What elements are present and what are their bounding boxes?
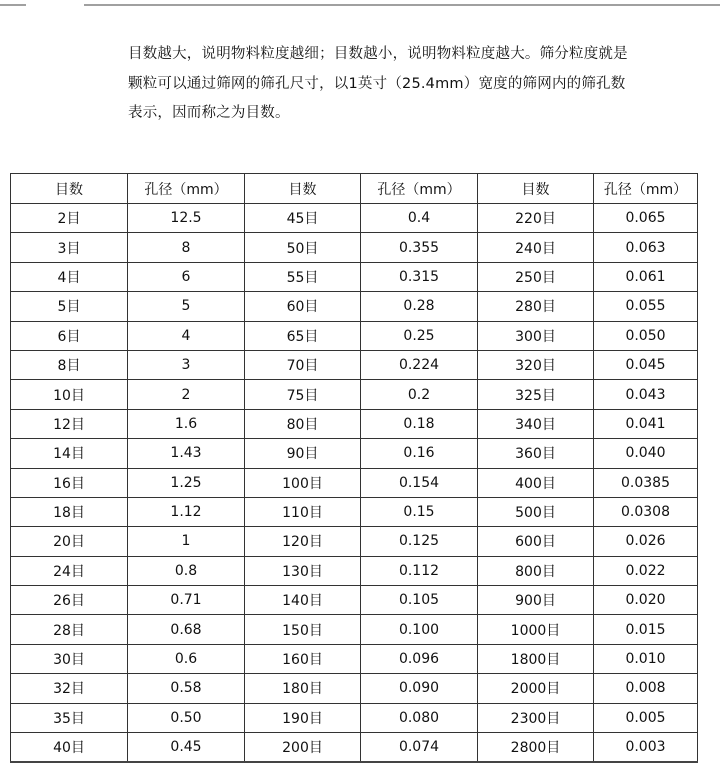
mesh-cell: 10目 [11, 380, 128, 409]
table-row [11, 262, 698, 291]
aperture-cell: 0.315 [361, 262, 478, 291]
mesh-cell: 30目 [11, 644, 128, 673]
mesh-cell: 325目 [478, 380, 594, 409]
aperture-cell: 0.154 [361, 468, 478, 497]
mesh-cell: 100目 [245, 468, 361, 497]
table-row [11, 556, 698, 585]
mesh-cell: 18目 [11, 497, 128, 526]
mesh-cell: 1000目 [478, 615, 594, 644]
mesh-cell: 600目 [478, 527, 594, 556]
table-row [11, 409, 698, 438]
aperture-cell: 0.005 [594, 703, 698, 732]
mesh-cell: 190目 [245, 703, 361, 732]
mesh-cell: 75目 [245, 380, 361, 409]
mesh-cell: 32目 [11, 674, 128, 703]
table-row [11, 615, 698, 644]
mesh-cell: 280目 [478, 292, 594, 321]
top-divider-left [0, 4, 26, 6]
aperture-cell: 0.25 [361, 321, 478, 350]
table-row [11, 527, 698, 556]
aperture-cell: 0.2 [361, 380, 478, 409]
aperture-cell: 6 [128, 262, 245, 291]
aperture-cell: 0.0385 [594, 468, 698, 497]
aperture-cell: 4 [128, 321, 245, 350]
intro-line: 表示，因而称之为目数。 [128, 105, 290, 121]
mesh-size-table [10, 173, 698, 763]
header-mesh: 目数 [245, 174, 361, 204]
aperture-cell: 1.12 [128, 497, 245, 526]
mesh-cell: 340目 [478, 409, 594, 438]
aperture-cell: 2 [128, 380, 245, 409]
mesh-cell: 2800目 [478, 733, 594, 763]
table-row [11, 292, 698, 321]
table-row [11, 380, 698, 409]
aperture-cell: 0.50 [128, 703, 245, 732]
aperture-cell: 0.074 [361, 733, 478, 763]
mesh-cell: 200目 [245, 733, 361, 763]
aperture-cell: 0.15 [361, 497, 478, 526]
mesh-cell: 1800目 [478, 644, 594, 673]
mesh-cell: 320目 [478, 350, 594, 379]
mesh-cell: 500目 [478, 497, 594, 526]
aperture-cell: 0.16 [361, 439, 478, 468]
intro-line: 颗粒可以通过筛网的筛孔尺寸，以1英寸（25.4mm）宽度的筛网内的筛孔数 [128, 75, 626, 92]
mesh-cell: 180目 [245, 674, 361, 703]
aperture-cell: 1.25 [128, 468, 245, 497]
table-header-row [11, 174, 698, 204]
aperture-cell: 0.022 [594, 556, 698, 585]
mesh-cell: 4目 [11, 262, 128, 291]
mesh-cell: 5目 [11, 292, 128, 321]
aperture-cell: 0.061 [594, 262, 698, 291]
mesh-cell: 220目 [478, 204, 594, 233]
mesh-cell: 60目 [245, 292, 361, 321]
mesh-cell: 140目 [245, 586, 361, 615]
table-row [11, 204, 698, 233]
aperture-cell: 1 [128, 527, 245, 556]
mesh-cell: 3目 [11, 233, 128, 262]
mesh-cell: 35目 [11, 703, 128, 732]
top-divider-right [84, 4, 720, 6]
aperture-cell: 0.58 [128, 674, 245, 703]
mesh-cell: 150目 [245, 615, 361, 644]
table-row [11, 703, 698, 732]
aperture-cell: 0.050 [594, 321, 698, 350]
mesh-cell: 14目 [11, 439, 128, 468]
mesh-cell: 400目 [478, 468, 594, 497]
aperture-cell: 0.015 [594, 615, 698, 644]
mesh-cell: 90目 [245, 439, 361, 468]
mesh-cell: 240目 [478, 233, 594, 262]
aperture-cell: 0.065 [594, 204, 698, 233]
aperture-cell: 0.224 [361, 350, 478, 379]
mesh-cell: 24目 [11, 556, 128, 585]
aperture-cell: 0.0308 [594, 497, 698, 526]
mesh-cell: 55目 [245, 262, 361, 291]
aperture-cell: 0.105 [361, 586, 478, 615]
mesh-cell: 110目 [245, 497, 361, 526]
mesh-cell: 300目 [478, 321, 594, 350]
aperture-cell: 0.4 [361, 204, 478, 233]
mesh-cell: 40目 [11, 733, 128, 763]
mesh-cell: 250目 [478, 262, 594, 291]
aperture-cell: 0.125 [361, 527, 478, 556]
aperture-cell: 0.45 [128, 733, 245, 763]
table-row [11, 321, 698, 350]
aperture-cell: 0.090 [361, 674, 478, 703]
aperture-cell: 8 [128, 233, 245, 262]
mesh-cell: 65目 [245, 321, 361, 350]
mesh-cell: 20目 [11, 527, 128, 556]
aperture-cell: 0.6 [128, 644, 245, 673]
aperture-cell: 0.041 [594, 409, 698, 438]
aperture-cell: 0.8 [128, 556, 245, 585]
aperture-cell: 12.5 [128, 204, 245, 233]
table-row [11, 350, 698, 379]
mesh-cell: 900目 [478, 586, 594, 615]
table-row [11, 674, 698, 703]
aperture-cell: 5 [128, 292, 245, 321]
aperture-cell: 0.18 [361, 409, 478, 438]
header-aperture: 孔径（mm） [594, 174, 698, 204]
aperture-cell: 0.100 [361, 615, 478, 644]
table-row [11, 497, 698, 526]
mesh-cell: 26目 [11, 586, 128, 615]
aperture-cell: 0.096 [361, 644, 478, 673]
aperture-cell: 0.043 [594, 380, 698, 409]
mesh-cell: 70目 [245, 350, 361, 379]
table-row [11, 733, 698, 763]
aperture-cell: 0.010 [594, 644, 698, 673]
mesh-cell: 6目 [11, 321, 128, 350]
aperture-cell: 3 [128, 350, 245, 379]
header-mesh: 目数 [478, 174, 594, 204]
mesh-cell: 130目 [245, 556, 361, 585]
aperture-cell: 0.112 [361, 556, 478, 585]
aperture-cell: 0.020 [594, 586, 698, 615]
table-row [11, 233, 698, 262]
mesh-cell: 160目 [245, 644, 361, 673]
table-row [11, 644, 698, 673]
mesh-cell: 45目 [245, 204, 361, 233]
aperture-cell: 0.71 [128, 586, 245, 615]
aperture-cell: 1.6 [128, 409, 245, 438]
mesh-cell: 360目 [478, 439, 594, 468]
mesh-cell: 2目 [11, 204, 128, 233]
mesh-cell: 8目 [11, 350, 128, 379]
aperture-cell: 0.055 [594, 292, 698, 321]
aperture-cell: 1.43 [128, 439, 245, 468]
aperture-cell: 0.68 [128, 615, 245, 644]
mesh-cell: 2300目 [478, 703, 594, 732]
aperture-cell: 0.080 [361, 703, 478, 732]
aperture-cell: 0.28 [361, 292, 478, 321]
table-row [11, 468, 698, 497]
mesh-cell: 12目 [11, 409, 128, 438]
aperture-cell: 0.003 [594, 733, 698, 763]
intro-line: 目数越大，说明物料粒度越细；目数越小，说明物料粒度越大。筛分粒度就是 [128, 46, 628, 62]
aperture-cell: 0.063 [594, 233, 698, 262]
mesh-cell: 50目 [245, 233, 361, 262]
header-aperture: 孔径（mm） [128, 174, 245, 204]
aperture-cell: 0.355 [361, 233, 478, 262]
aperture-cell: 0.045 [594, 350, 698, 379]
header-mesh: 目数 [11, 174, 128, 204]
aperture-cell: 0.026 [594, 527, 698, 556]
aperture-cell: 0.040 [594, 439, 698, 468]
table-body [11, 204, 698, 763]
intro-paragraph [128, 40, 708, 129]
mesh-cell: 800目 [478, 556, 594, 585]
mesh-cell: 120目 [245, 527, 361, 556]
mesh-cell: 28目 [11, 615, 128, 644]
aperture-cell: 0.008 [594, 674, 698, 703]
mesh-cell: 2000目 [478, 674, 594, 703]
mesh-cell: 16目 [11, 468, 128, 497]
header-aperture: 孔径（mm） [361, 174, 478, 204]
mesh-cell: 80目 [245, 409, 361, 438]
table-row [11, 439, 698, 468]
table-row [11, 586, 698, 615]
